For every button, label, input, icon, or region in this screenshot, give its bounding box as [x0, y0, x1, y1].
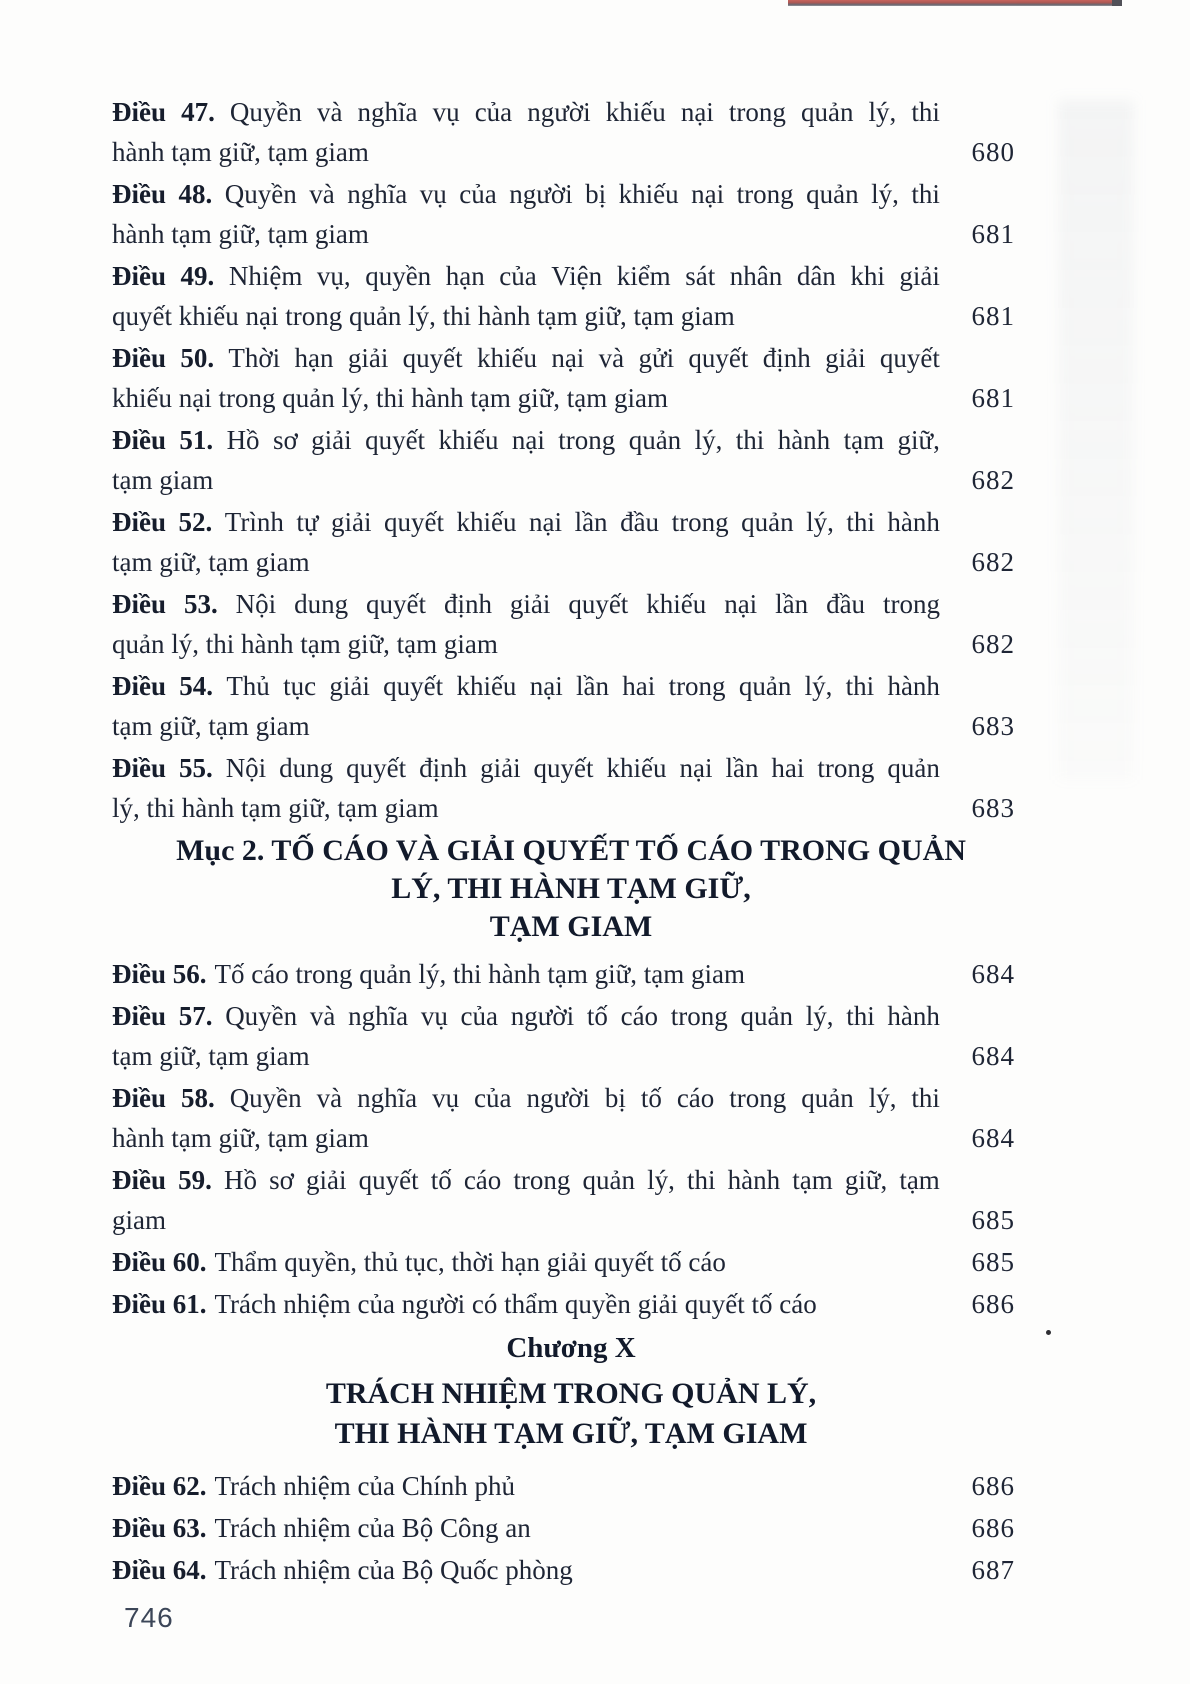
toc-entry-line	[112, 1036, 1015, 1076]
toc-word: trong	[558, 425, 616, 455]
toc-word: giải	[331, 507, 372, 537]
toc-entry-line	[112, 1466, 1015, 1506]
toc-entry-label: 58.	[180, 1083, 215, 1113]
toc-entry-line	[112, 996, 940, 1036]
toc-word: Nhiệm	[228, 261, 303, 291]
toc-entry-line	[112, 502, 940, 542]
toc-word: của	[474, 1083, 512, 1113]
toc-entry-line	[112, 748, 940, 788]
toc-word: nại	[529, 507, 563, 537]
toc-entry	[112, 256, 1015, 336]
toc-entry	[112, 338, 1015, 418]
toc-word: khiếu	[618, 179, 679, 209]
toc-word: và	[316, 1083, 343, 1113]
toc-word: khiếu	[438, 425, 499, 455]
toc-entry-text: Trách nhiệm của Bộ Quốc phòng	[214, 1555, 573, 1585]
toc-word: quản	[628, 425, 682, 455]
toc-entry-text: Trách nhiệm của Bộ Công an	[214, 1513, 531, 1543]
toc-word: nại	[511, 425, 545, 455]
toc-word: thi	[735, 425, 765, 455]
toc-entry	[112, 1160, 1015, 1240]
toc-entry-text: tạm giữ, tạm giam	[112, 547, 310, 577]
toc-word: dân	[796, 261, 836, 291]
toc-word: vụ	[420, 1001, 448, 1031]
toc-word: quản	[738, 671, 792, 701]
scan-artifact-dot	[1046, 1330, 1051, 1335]
toc-entry-line	[112, 1508, 1015, 1548]
toc-word: hạn	[294, 343, 334, 373]
toc-word: nại	[529, 671, 563, 701]
toc-word: nhân	[729, 261, 783, 291]
toc-word: Quyền	[229, 97, 302, 127]
chapter-title-line: THI HÀNH TẠM GIỮ, TẠM GIAM	[334, 1417, 808, 1450]
toc-page-number: 684	[971, 1123, 1015, 1153]
toc-entry-line	[112, 1550, 1015, 1590]
toc-entry-label: 59.	[178, 1165, 212, 1195]
toc-page-number: 686	[971, 1471, 1015, 1501]
toc-word: hành	[777, 425, 831, 455]
toc-word: của	[460, 1001, 498, 1031]
toc-entry-text: hành tạm giữ, tạm giam	[112, 137, 369, 167]
toc-page-number: 682	[971, 465, 1015, 495]
toc-entry	[112, 1508, 1015, 1548]
toc-word: quyết	[384, 507, 445, 537]
toc-word: cáo	[620, 1001, 659, 1031]
toc-word: quyền	[365, 261, 432, 291]
toc-word: Trình	[224, 507, 284, 537]
toc-entry-label: Điều	[112, 507, 166, 537]
toc-word: giữ,	[844, 1165, 888, 1195]
toc-entry	[112, 1078, 1015, 1158]
toc-word: lý,	[868, 1083, 897, 1113]
toc-entry-line	[112, 624, 1015, 664]
toc-word: thi	[911, 1083, 940, 1113]
toc-entry-label: Điều	[112, 589, 166, 619]
toc-entry-line	[112, 1242, 1015, 1282]
toc-word: trong	[671, 507, 729, 537]
toc-word: nại	[679, 753, 713, 783]
toc-word: Quyền	[229, 1083, 302, 1113]
toc-entry-label: Điều 62.	[112, 1471, 207, 1501]
toc-entry-line	[112, 584, 940, 624]
toc-word: lý,	[868, 97, 897, 127]
toc-page-number: 685	[971, 1247, 1015, 1277]
toc-word: vụ	[432, 97, 460, 127]
toc-word: nại	[551, 343, 585, 373]
toc-entry-line	[112, 378, 1015, 418]
toc-word: khiếu	[476, 343, 537, 373]
toc-word: khiếu	[456, 507, 517, 537]
toc-word: quản	[887, 753, 940, 783]
toc-word: lý,	[806, 507, 834, 537]
toc-word: giải	[825, 343, 866, 373]
toc-word: định	[419, 753, 468, 783]
toc-word: người	[526, 1083, 590, 1113]
toc-word: lý,	[647, 1165, 675, 1195]
toc-entry-text: quyết khiếu nại trong quản lý, thi hành tạm giữ, tạm giam	[112, 301, 735, 331]
toc-word: vụ,	[316, 261, 351, 291]
toc-word: và	[309, 1001, 336, 1031]
toc-word: của	[474, 97, 513, 127]
toc-page-number: 682	[971, 547, 1015, 577]
toc-entry	[112, 666, 1015, 746]
toc-page-number: 685	[971, 1205, 1015, 1235]
toc-word: tạm	[792, 1165, 833, 1195]
toc-word: gửi	[638, 343, 675, 373]
toc-entry-line	[112, 666, 940, 706]
toc-word: và	[316, 97, 343, 127]
toc-entry-line	[112, 256, 940, 296]
toc-word: thi	[911, 179, 940, 209]
toc-page-number: 681	[971, 383, 1015, 413]
toc-entry-label: Điều 56.	[112, 959, 207, 989]
toc-entry-label: 55.	[178, 753, 213, 783]
chapter-heading: Chương X	[506, 1332, 636, 1364]
toc-word: Thủ	[226, 671, 270, 701]
toc-word: sát	[685, 261, 716, 291]
toc-entry-label: Điều 61.	[112, 1289, 207, 1319]
toc-word: Nội	[235, 589, 277, 619]
toc-entry-line	[112, 788, 1015, 828]
toc-word: trong	[736, 179, 794, 209]
toc-word: người	[509, 179, 573, 209]
toc-word: và	[598, 343, 625, 373]
toc-entry-label: 57.	[178, 1001, 213, 1031]
toc-word: quản	[800, 97, 854, 127]
toc-word: nại	[691, 179, 725, 209]
toc-word: lý,	[804, 671, 833, 701]
toc-word: trong	[670, 1001, 728, 1031]
toc-entry-label: Điều	[112, 343, 166, 373]
toc-word: lần	[725, 753, 759, 783]
toc-entry-label: Điều 64.	[112, 1555, 207, 1585]
toc-entry-line	[112, 1284, 1015, 1324]
toc-word: tạm	[899, 1165, 940, 1195]
toc-word: hạn	[445, 261, 485, 291]
toc-entry	[112, 1466, 1015, 1506]
toc-entry	[112, 584, 1015, 664]
toc-page-number: 683	[971, 793, 1015, 823]
toc-word: quản	[740, 1001, 793, 1031]
toc-word: tố	[586, 1001, 608, 1031]
toc-word: tạm	[843, 425, 885, 455]
toc-word: và	[309, 179, 335, 209]
toc-word: giải	[509, 589, 551, 619]
toc-word: khi	[850, 261, 885, 291]
chapter-title-line: TRÁCH NHIỆM TRONG QUẢN LÝ,	[325, 1377, 817, 1410]
toc-entry-label: Điều	[112, 261, 166, 291]
toc-word: nại	[724, 589, 758, 619]
toc-word: giải	[305, 1165, 347, 1195]
toc-word: quyết	[365, 425, 426, 455]
chapter-title	[112, 1374, 1030, 1454]
page-number-footer: 746	[124, 1602, 174, 1633]
toc-entry-line	[112, 1160, 940, 1200]
toc-entry-label: Điều	[112, 1001, 166, 1031]
toc-word: nghĩa	[357, 1083, 418, 1113]
toc-word: vụ	[419, 179, 447, 209]
toc-word: trong	[513, 1165, 571, 1195]
toc-word: tố	[430, 1165, 452, 1195]
toc-word: quyết	[358, 1165, 419, 1195]
scan-artifact-top-bar	[788, 0, 1122, 6]
toc	[112, 92, 1015, 1592]
toc-entry-line	[112, 1200, 1015, 1240]
toc-entry-label: Điều 63.	[112, 1513, 207, 1543]
toc-word: người	[510, 1001, 575, 1031]
toc-word: hai	[771, 753, 805, 783]
toc-entry-line	[112, 1078, 940, 1118]
toc-word: Hồ	[223, 1165, 257, 1195]
section-heading-line: LÝ, THI HÀNH TẠM GIỮ,	[391, 872, 751, 905]
toc-word: giải	[480, 753, 521, 783]
toc-entry	[112, 1284, 1015, 1324]
toc-word: sơ	[272, 425, 298, 455]
toc-word: lý,	[805, 1001, 834, 1031]
toc-word: trong	[668, 671, 726, 701]
toc-entry-text: tạm giam	[112, 465, 214, 495]
toc-entry-label: Điều	[112, 671, 166, 701]
toc-word: của	[459, 179, 497, 209]
toc-entry	[112, 420, 1015, 500]
toc-word: lý,	[871, 179, 899, 209]
toc-word: nại	[680, 97, 714, 127]
toc-word: quyết	[402, 343, 463, 373]
toc-word: vụ	[432, 1083, 460, 1113]
toc-entry-line	[112, 214, 1015, 254]
toc-word: bị	[604, 1083, 626, 1113]
toc-word: trong	[883, 589, 940, 619]
section-heading	[112, 832, 1030, 946]
toc-word: Viện	[551, 261, 603, 291]
toc-word: Thời	[228, 343, 281, 373]
toc-page-number: 681	[971, 219, 1015, 249]
toc-word: tục	[283, 671, 317, 701]
toc-entry-text: giam	[112, 1205, 166, 1235]
toc-entry-label: 49.	[180, 261, 215, 291]
toc-entry-line	[112, 1118, 1015, 1158]
toc-word: hai	[622, 671, 656, 701]
toc-word: nghĩa	[347, 179, 408, 209]
toc-entry-text: quản lý, thi hành tạm giữ, tạm giam	[112, 629, 498, 659]
toc-entry-label: 51.	[179, 425, 214, 455]
toc-entry-line	[112, 174, 940, 214]
toc-word: quyết	[879, 343, 940, 373]
toc-word: lý,	[694, 425, 723, 455]
toc-entry-line	[112, 338, 940, 378]
toc-page-number: 686	[971, 1513, 1015, 1543]
toc-word: thi	[911, 97, 940, 127]
toc-entry	[112, 174, 1015, 254]
toc-entry-text: tạm giữ, tạm giam	[112, 711, 310, 741]
toc-word: thi	[846, 507, 875, 537]
toc-entry-label: 54.	[179, 671, 214, 701]
toc-word: giữ,	[897, 425, 940, 455]
toc-entry-line	[112, 296, 1015, 336]
toc-word: quyết	[366, 589, 426, 619]
toc-word: hành	[887, 671, 940, 701]
toc-word: trong	[728, 97, 786, 127]
toc-word: Nội	[225, 753, 267, 783]
toc-entry-label: Điều	[112, 179, 166, 209]
toc-entry-label: Điều	[112, 425, 166, 455]
toc-word: quản	[582, 1165, 635, 1195]
toc-word: quyết	[346, 753, 407, 783]
toc-entry	[112, 996, 1015, 1076]
toc-word: kiểm	[616, 261, 671, 291]
toc-entry-text: khiếu nại trong quản lý, thi hành tạm giữ, tạm giam	[112, 383, 669, 413]
toc-word: trong	[817, 753, 875, 783]
toc-entry-label: Điều	[112, 97, 166, 127]
toc-entry-label: Điều	[112, 1165, 166, 1195]
toc-word: khiếu	[456, 671, 517, 701]
toc-word: quyết	[533, 753, 594, 783]
toc-word: quản	[741, 507, 794, 537]
toc-word: hành	[727, 1165, 781, 1195]
toc-word: hành	[887, 507, 940, 537]
toc-entry-line	[112, 420, 940, 460]
toc-entry	[112, 1550, 1015, 1590]
toc-entry	[112, 502, 1015, 582]
toc-word: của	[499, 261, 537, 291]
toc-entry-text: hành tạm giữ, tạm giam	[112, 219, 369, 249]
toc-entry-text: Thẩm quyền, thủ tục, thời hạn giải quyết tố cáo	[214, 1247, 726, 1277]
toc-word: Quyền	[225, 1001, 298, 1031]
toc-entry-text: Trách nhiệm của Chính phủ	[214, 1471, 515, 1501]
toc-word: quản	[806, 179, 859, 209]
toc-entry	[112, 748, 1015, 828]
toc-entry	[112, 954, 1015, 994]
toc-word: quyết	[568, 589, 629, 619]
toc-entry-label: 48.	[178, 179, 213, 209]
toc-word: dung	[294, 589, 349, 619]
toc-word: Hồ	[226, 425, 260, 455]
toc-word: khiếu	[646, 589, 707, 619]
toc-word: lần	[775, 589, 809, 619]
toc-word: hành	[887, 1001, 940, 1031]
toc-entry-text: lý, thi hành tạm giữ, tạm giam	[112, 793, 439, 823]
toc-page-number: 683	[971, 711, 1015, 741]
toc-word: bị	[585, 179, 607, 209]
toc-entry-text: hành tạm giữ, tạm giam	[112, 1123, 369, 1153]
toc-entry-line	[112, 92, 940, 132]
toc-entry-line	[112, 132, 1015, 172]
toc-word: định	[762, 343, 811, 373]
toc-page-number: 681	[971, 301, 1015, 331]
toc-entry-text: Trách nhiệm của người có thẩm quyền giải quyết tố cáo	[214, 1289, 817, 1319]
section-heading-line: Mục 2. TỐ CÁO VÀ GIẢI QUYẾT TỐ CÁO TRONG QUẢN	[176, 834, 966, 867]
toc-word: Quyền	[224, 179, 297, 209]
toc-word: khiếu	[606, 753, 667, 783]
toc-word: tố	[640, 1083, 662, 1113]
toc-entry-line	[112, 542, 1015, 582]
toc-entry	[112, 1242, 1015, 1282]
toc-page-number: 686	[971, 1289, 1015, 1319]
section-heading-line: TẠM GIAM	[489, 910, 653, 943]
toc-word: dung	[279, 753, 334, 783]
toc-word: nghĩa	[357, 97, 418, 127]
toc-word: nghĩa	[348, 1001, 409, 1031]
toc-entry-label: Điều	[112, 1083, 166, 1113]
toc-word: quản	[801, 1083, 854, 1113]
toc-entry	[112, 92, 1015, 172]
toc-entry-line	[112, 706, 1015, 746]
toc-word: định	[443, 589, 492, 619]
toc-word: người	[527, 97, 591, 127]
toc-word: quyết	[383, 671, 444, 701]
toc-entry-label: 53.	[183, 589, 218, 619]
toc-page-number: 682	[971, 629, 1015, 659]
toc-page-number: 684	[971, 1041, 1015, 1071]
toc-entry-label: Điều 60.	[112, 1247, 207, 1277]
toc-page-number: 680	[971, 137, 1015, 167]
toc-word: giải	[311, 425, 352, 455]
toc-entry-label: 52.	[178, 507, 213, 537]
toc-word: quyết	[688, 343, 749, 373]
scan-artifact-smudge	[1058, 100, 1134, 780]
toc-entry-line	[112, 954, 1015, 994]
toc-word: khiếu	[605, 97, 666, 127]
toc-entry-label: 50.	[180, 343, 215, 373]
toc-entry-text: Tố cáo trong quản lý, thi hành tạm giữ, tạm giam	[214, 959, 746, 989]
toc-word: sơ	[269, 1165, 294, 1195]
toc-entry-label: 47.	[181, 97, 215, 127]
toc-word: lần	[576, 671, 609, 701]
toc-word: cáo	[676, 1083, 715, 1113]
toc-entry-line	[112, 460, 1015, 500]
toc-word: tự	[296, 507, 319, 537]
toc-word: giải	[899, 261, 940, 291]
toc-word: trong	[729, 1083, 787, 1113]
toc-word: giải	[329, 671, 370, 701]
toc-word: đầu	[826, 589, 866, 619]
toc-word: giải	[347, 343, 389, 373]
toc-page-number: 687	[971, 1555, 1015, 1585]
toc-word: lần	[574, 507, 608, 537]
toc-word: thi	[845, 671, 875, 701]
toc-word: thi	[686, 1165, 716, 1195]
toc-word: đầu	[620, 507, 660, 537]
toc-entry-text: tạm giữ, tạm giam	[112, 1041, 310, 1071]
toc-page-number: 684	[971, 959, 1015, 989]
toc-word: cáo	[463, 1165, 502, 1195]
toc-word: thi	[846, 1001, 875, 1031]
toc-entry-label: Điều	[112, 753, 166, 783]
